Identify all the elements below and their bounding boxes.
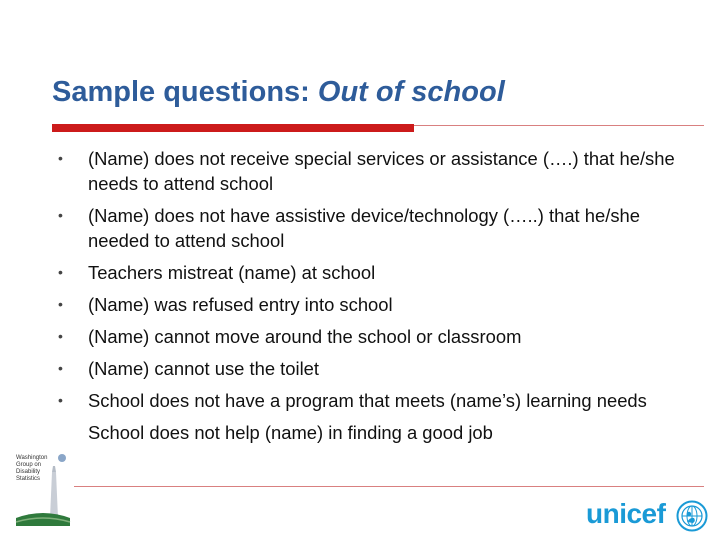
list-item [52, 420, 692, 445]
bullet-text: (Name) does not receive special services or assistance (….) that he/she needs to attend school [88, 148, 675, 194]
bullet-text: School does not help (name) in finding a good job [88, 422, 493, 443]
washington-group-logo-text: Washington Group on Disability Statistics [16, 455, 48, 482]
bullet-icon: • [58, 296, 63, 312]
bullet-icon: • [58, 360, 63, 376]
bullet-text: School does not have a program that meets (name’s) learning needs [88, 390, 647, 411]
bullet-icon: • [58, 207, 63, 223]
bullet-icon: • [58, 392, 63, 408]
bullet-icon: • [58, 150, 63, 166]
list-item [52, 146, 692, 196]
list-item [52, 292, 692, 317]
slide-title [52, 76, 505, 109]
list-item [52, 203, 692, 253]
list-item [52, 260, 692, 285]
footer-rule [52, 486, 704, 487]
list-item [52, 388, 692, 413]
bullet-text: (Name) does not have assistive device/technology (…..) that he/she needed to attend school [88, 205, 640, 251]
list-item [52, 324, 692, 349]
unicef-emblem-icon [676, 500, 708, 532]
list-item [52, 356, 692, 381]
bullet-text: (Name) cannot move around the school or classroom [88, 326, 522, 347]
title-main: Sample questions: [52, 76, 318, 108]
unicef-logo-text: unicef [586, 498, 666, 529]
bullet-list [52, 146, 692, 452]
bullet-icon: • [58, 264, 63, 280]
title-accent-bar [52, 124, 414, 132]
bullet-icon: • [58, 328, 63, 344]
bullet-text: (Name) was refused entry into school [88, 294, 393, 315]
bullet-text: Teachers mistreat (name) at school [88, 262, 376, 283]
bullet-text: (Name) cannot use the toilet [88, 358, 320, 379]
title-italic: Out of school [317, 76, 505, 108]
